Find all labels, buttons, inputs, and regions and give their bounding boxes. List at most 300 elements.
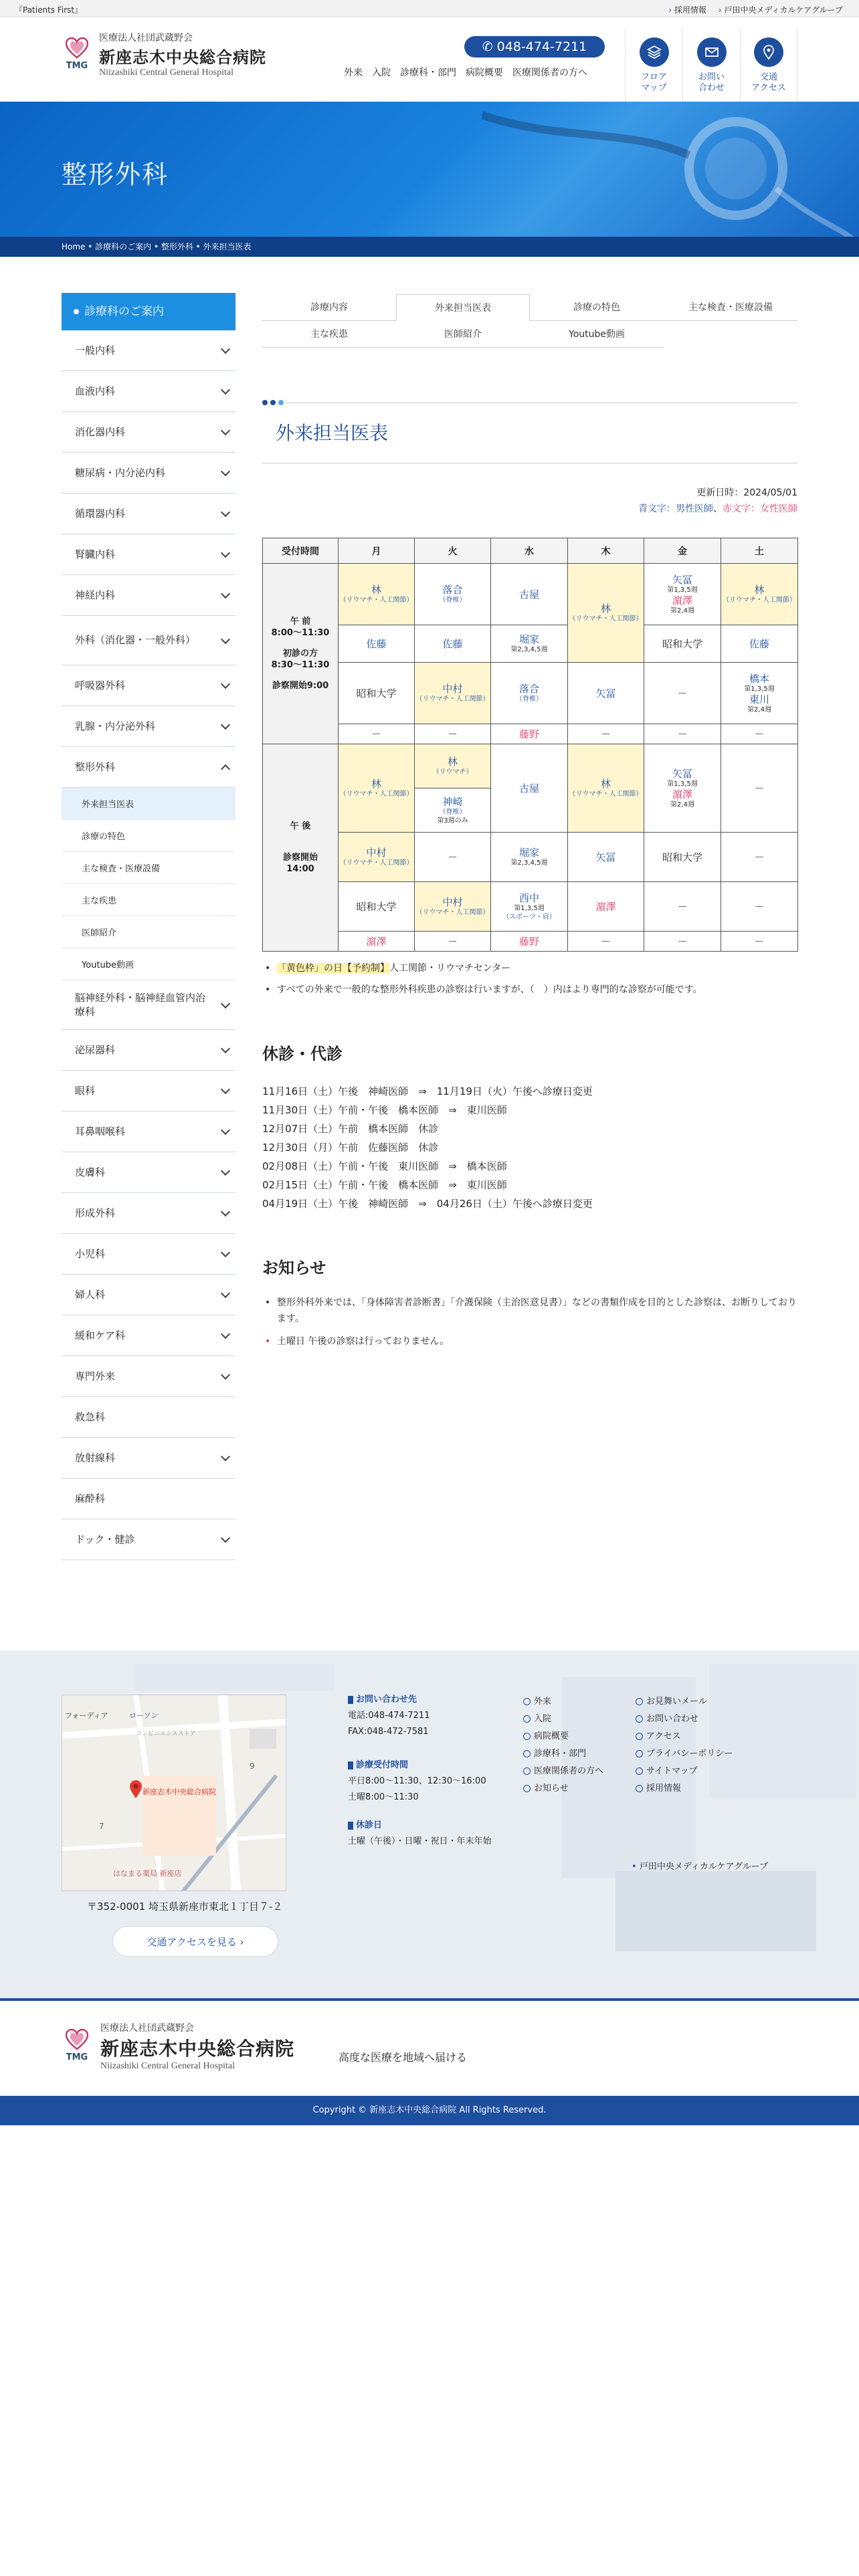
doctor-name: 矢冨	[595, 851, 616, 863]
chevron-down-icon	[221, 1207, 230, 1216]
sidebar-item-label: 一般内科	[75, 344, 116, 356]
schedule-cell	[644, 744, 721, 833]
logo-mark	[62, 2026, 92, 2067]
legend-female: 赤文字：女性医師	[723, 504, 797, 514]
reception-info	[348, 1757, 486, 1806]
sidebar-item[interactable]	[62, 706, 235, 747]
google-map[interactable]	[62, 1695, 286, 1891]
chevron-down-icon	[221, 1289, 230, 1298]
map-label: はなまる薬局 新座店	[113, 1869, 182, 1878]
doctor-name: 中村	[366, 847, 387, 859]
schedule-cell	[339, 663, 415, 724]
sidebar-item-orthopedics[interactable]	[62, 747, 235, 788]
specialty-note: （脊椎）	[439, 597, 466, 604]
sidebar-item-label: 整形外科	[75, 760, 116, 773]
footer-fax: FAX:048-472-7581	[348, 1727, 429, 1737]
schedule-cell	[339, 724, 415, 744]
access-label-2: アクセス	[751, 83, 786, 93]
footer-link[interactable]: お知らせ	[523, 1780, 603, 1798]
schedule-cell	[568, 932, 644, 952]
logo-corp-name: 医療法人社団武蔵野会	[99, 33, 193, 43]
table-row	[263, 625, 798, 663]
phone-button[interactable]	[464, 36, 605, 58]
table-header-row	[263, 538, 798, 564]
specialty-note: （リウマチ・人工関節）	[415, 909, 490, 916]
closure-item: 02月08日（土）午前・午後 東川医師 ⇒ 橋本医師	[262, 1160, 507, 1172]
footer-link[interactable]: お見舞いメール	[636, 1693, 733, 1711]
specialty-note: （リウマチ・人工関節）	[569, 615, 643, 623]
schedule-cell	[568, 663, 644, 724]
section-heading	[262, 400, 797, 464]
sidebar-item-label: 外科（消化器・一般外科）	[75, 634, 196, 646]
map-hospital-label: 新座志木中央総合病院	[142, 1788, 216, 1796]
map-label: コンビニエンスストア	[136, 1731, 196, 1737]
sidebar-item[interactable]	[62, 1275, 235, 1315]
closure-item: 11月16日（土）午後 神崎医師 ⇒ 11月19日（火）午後へ診療日変更	[262, 1085, 593, 1097]
chevron-down-icon	[221, 508, 230, 517]
tagline: 『Patients First』	[15, 5, 83, 15]
logo-mark	[62, 34, 92, 76]
sidebar-item[interactable]	[62, 412, 235, 453]
schedule-cell	[491, 564, 568, 625]
floor-map-label-2: マップ	[641, 83, 667, 93]
chevron-down-icon	[221, 679, 230, 689]
holiday-info	[348, 1818, 492, 1850]
map-label: ローソン	[129, 1711, 159, 1720]
logo-corp-name: 医療法人社団武蔵野会	[100, 2023, 194, 2034]
doctor-name: 西中	[518, 891, 539, 904]
doctor-name: 中村	[442, 683, 463, 695]
schedule-cell	[568, 882, 644, 932]
doctor-name: 東川	[749, 693, 769, 706]
sidebar-item[interactable]	[62, 1071, 235, 1111]
contact-info	[348, 1692, 430, 1740]
schedule-table	[262, 538, 798, 952]
no-doctor: －	[600, 728, 611, 740]
specialty-note: （リウマチ）	[432, 768, 473, 776]
footer-link[interactable]: 入院	[523, 1711, 603, 1728]
doctor-name: 佐藤	[366, 637, 387, 650]
chevron-down-icon	[221, 1370, 230, 1380]
floor-map-button[interactable]	[625, 28, 682, 102]
sidebar-item[interactable]	[62, 1519, 235, 1560]
footer-tel[interactable]: 電話:048-474-7211	[348, 1711, 430, 1721]
schedule-notes	[262, 960, 797, 998]
no-doctor: －	[447, 851, 458, 863]
specialty-note: （リウマチ・人工関節）	[339, 790, 413, 798]
tab-youtube[interactable]: Youtube動画	[569, 329, 625, 340]
recruit-link[interactable]: › 採用情報	[668, 4, 706, 15]
footer-link[interactable]: プライバシーポリシー	[636, 1745, 733, 1763]
logo-hospital-name: 新座志木中央総合病院	[100, 2038, 295, 2060]
footer-link[interactable]: アクセス	[636, 1728, 733, 1745]
content-tabs	[262, 294, 797, 348]
color-legend	[262, 502, 797, 515]
footer-link[interactable]: 病院概要	[523, 1728, 603, 1745]
reception-weekday: 平日8:00～11:30、12:30～16:00	[348, 1776, 486, 1786]
schedule-cell	[721, 744, 798, 833]
phone-number: 048-474-7211	[496, 39, 587, 54]
footer-brand	[0, 1998, 859, 2096]
sidebar-item[interactable]	[62, 494, 235, 534]
hospital-logo[interactable]	[62, 31, 266, 78]
svg-text:7: 7	[99, 1822, 104, 1831]
closure-item: 02月15日（土）午前・午後 橋本医師 ⇒ 東川医師	[262, 1179, 507, 1191]
chevron-down-icon	[221, 589, 230, 599]
table-row	[263, 833, 798, 882]
footer-link[interactable]: お問い合わせ	[636, 1711, 733, 1728]
top-bar	[0, 0, 859, 17]
doctor-name: 矢冨	[672, 767, 692, 780]
chevron-up-icon	[221, 764, 230, 774]
sidebar-item[interactable]	[62, 616, 235, 665]
contact-button[interactable]	[682, 28, 740, 102]
schedule-cell	[339, 564, 415, 625]
sidebar-item-label: 糖尿病・内分泌内科	[75, 466, 166, 479]
sidebar-item-label: 血液内科	[75, 385, 116, 397]
week-note: 第2,3,4,5週	[510, 646, 548, 653]
footer-links-col1	[523, 1693, 603, 1798]
footer-info	[0, 1650, 859, 1998]
closure-list	[262, 1082, 797, 1213]
chevron-down-icon	[221, 1452, 230, 1461]
doctor-name: 落合	[518, 683, 539, 695]
am-time-cell	[263, 564, 339, 744]
no-doctor: －	[677, 935, 688, 948]
sidebar-item-label: 耳鼻咽喉科	[75, 1125, 126, 1138]
doctor-name: 林	[600, 603, 611, 615]
note-item	[262, 960, 797, 976]
notice-list	[262, 1295, 797, 1350]
logo-tmg: TMG	[66, 60, 88, 71]
legend-male: 青文字：男性医師	[638, 504, 713, 514]
schedule-cell	[415, 724, 491, 744]
no-doctor: －	[754, 851, 765, 863]
sidebar-item[interactable]	[62, 1030, 235, 1071]
closure-item: 11月30日（土）午前・午後 橋本医師 ⇒ 東川医師	[262, 1104, 507, 1116]
sidebar-item-label: 消化器内科	[75, 425, 126, 438]
no-doctor: －	[754, 728, 765, 740]
sidebar	[62, 293, 235, 1560]
copyright: Copyright © 新座志木中央総合病院 All Rights Reserved.	[0, 2096, 859, 2125]
no-doctor: －	[447, 935, 458, 948]
doctor-name: 堀家	[518, 633, 539, 645]
arrow-right-icon: ›	[236, 1936, 244, 1948]
footer-link[interactable]: 医療関係者の方へ	[523, 1763, 603, 1780]
contact-label-1: お問い	[698, 72, 725, 82]
week-note: 第1,3,5週	[744, 685, 775, 693]
footer-group-link[interactable]	[632, 1859, 768, 1872]
specialty-note: （スポーツ・肩）	[502, 913, 556, 921]
sidebar-item-label: 腎臓内科	[75, 548, 116, 560]
chevron-down-icon	[221, 1044, 230, 1053]
logo-tmg: TMG	[66, 2052, 88, 2062]
floor-map-icon	[646, 44, 662, 60]
sidebar-subitem[interactable]: 主な疾患	[62, 884, 235, 916]
schedule-cell	[721, 724, 798, 744]
doctor-name: 神崎	[442, 795, 463, 808]
tab-diseases[interactable]: 主な疾患	[310, 329, 348, 340]
schedule-cell	[644, 564, 721, 625]
footer-tagline: 高度な医療を地域へ届ける	[339, 2051, 468, 2064]
map-pin-icon	[761, 44, 777, 60]
schedule-cell	[721, 625, 798, 663]
stethoscope-illustration	[482, 102, 856, 237]
holiday-title: 休診日	[348, 1818, 492, 1834]
table-row	[263, 932, 798, 952]
site-header	[0, 17, 859, 102]
no-doctor: －	[754, 900, 765, 913]
chevron-down-icon	[221, 634, 230, 643]
doctor-name: 藤野	[518, 728, 539, 740]
specialty-note: （脊椎）	[516, 695, 543, 703]
week-note: 第1,3,5週	[514, 904, 545, 912]
doctor-name: 堀家	[518, 847, 539, 859]
schedule-cell	[644, 663, 721, 724]
footer-link[interactable]: 診療科・部門	[523, 1745, 603, 1763]
tab-features[interactable]: 診療の特色	[573, 302, 620, 313]
sidebar-subitem[interactable]: Youtube動画	[62, 948, 235, 980]
pm-start-label: 診察開始	[282, 853, 318, 863]
specialty-note: （リウマチ・人工関節）	[339, 859, 413, 867]
schedule-cell	[339, 932, 415, 952]
notice-item: • 整形外科外来では、「身体障害者診断書」「介護保険（主治医意見書）」などの書類作成を目的とした診察は、お断りしております。	[262, 1295, 797, 1327]
closure-item: 04月19日（土）午後 神崎医師 ⇒ 04月26日（土）午後へ診療日変更	[262, 1198, 593, 1210]
am-hours: 8:00～11:30	[271, 628, 330, 638]
sidebar-item-label: 放射線科	[75, 1451, 116, 1464]
chevron-down-icon	[221, 467, 230, 476]
pm-label: 午 後	[290, 821, 311, 831]
no-doctor: －	[677, 728, 688, 740]
col-header: 受付時間	[263, 538, 339, 564]
pm-time-cell	[263, 744, 339, 952]
chevron-down-icon	[221, 1533, 230, 1543]
week-note: 第2,4週	[670, 607, 694, 615]
table-row	[263, 882, 798, 932]
doctor-name: 濵澤	[672, 788, 692, 800]
tab-doctors[interactable]: 医師紹介	[444, 329, 482, 340]
sidebar-item-label: 循環器内科	[75, 507, 126, 520]
sidebar-item-label: 呼吸器外科	[75, 679, 126, 691]
nav-inpatient[interactable]: 入院	[372, 68, 391, 78]
group-link-label: 戸田中央メディカルケアグループ	[639, 1862, 769, 1872]
note-item: • すべての外来で一般的な整形外科疾患の診察は行いますが、（ ）内はより専門的な診察が可能です。	[262, 982, 797, 998]
sidebar-item[interactable]	[62, 330, 235, 371]
tab-equipment[interactable]: 主な検査・医療設備	[688, 302, 773, 313]
bullet-icon: •	[632, 1862, 640, 1872]
global-nav	[344, 66, 587, 79]
pm-start: 14:00	[286, 864, 314, 874]
contact-title: お問い合わせ先	[348, 1692, 430, 1708]
doctor-name: 昭和大学	[356, 900, 397, 913]
chevron-down-icon	[221, 1329, 230, 1339]
schedule-cell	[415, 744, 491, 833]
chevron-down-icon	[221, 385, 230, 395]
sidebar-item-label: 眼科	[75, 1084, 96, 1097]
sidebar-item[interactable]	[62, 980, 235, 1030]
no-doctor: －	[677, 900, 688, 913]
footer-link[interactable]: サイトマップ	[636, 1763, 733, 1780]
specialty-note: （リウマチ・人工関節）	[339, 597, 413, 604]
col-header: 土	[721, 538, 798, 564]
am-label: 午 前	[290, 617, 311, 627]
first-visit-label: 初診の方	[282, 649, 318, 659]
schedule-cell	[721, 663, 798, 724]
footer-link[interactable]: 採用情報	[636, 1780, 733, 1798]
tab-overview[interactable]: 診療内容	[310, 302, 348, 313]
doctor-name: 昭和大学	[662, 637, 702, 650]
schedule-cell	[721, 833, 798, 882]
sidebar-item[interactable]	[62, 371, 235, 412]
sidebar-item[interactable]	[62, 1356, 235, 1397]
sidebar-item-label: ドック・健診	[75, 1533, 135, 1545]
sidebar-item[interactable]	[62, 1479, 235, 1519]
schedule-cell	[339, 625, 415, 663]
schedule-cell	[491, 625, 568, 663]
notice-item: • 土曜日 午後の診察は行っておりません。	[262, 1333, 797, 1350]
map-pin-icon	[129, 1780, 142, 1798]
sidebar-item[interactable]	[62, 665, 235, 706]
note-text: 人工関節・リウマチセンター	[389, 963, 511, 974]
nav-departments[interactable]: 診療科・部門	[400, 68, 456, 78]
sidebar-item[interactable]	[62, 453, 235, 494]
sidebar-item-label: 緩和ケア科	[75, 1329, 126, 1341]
week-note: 第2,3,4,5週	[510, 859, 548, 867]
schedule-cell	[568, 744, 644, 833]
nav-professionals[interactable]: 医療関係者の方へ	[512, 68, 587, 78]
chevron-down-icon	[221, 1248, 230, 1257]
schedule-cell	[721, 564, 798, 625]
sidebar-item-label: 小児科	[75, 1247, 106, 1260]
mail-icon	[704, 44, 720, 60]
doctor-name: 濵澤	[595, 900, 616, 913]
access-label-1: 交通	[759, 72, 777, 82]
access-button[interactable]	[740, 28, 797, 102]
footer-logo[interactable]	[62, 2021, 294, 2072]
chevron-down-icon	[221, 998, 230, 1008]
doctor-name: 林	[754, 584, 765, 596]
sidebar-item[interactable]	[62, 1111, 235, 1152]
doctor-name: 古屋	[518, 588, 539, 601]
footer-links-col2	[636, 1693, 733, 1798]
sidebar-subitem[interactable]: 医師紹介	[62, 916, 235, 948]
sidebar-item-label: 神経内科	[75, 588, 116, 601]
legend-separator: 、	[713, 504, 723, 514]
doctor-name: 濵澤	[366, 935, 387, 948]
group-link[interactable]: › 戸田中央メディカルケアグループ	[719, 4, 843, 15]
table-row	[263, 724, 798, 744]
address: 〒352-0001 埼玉県新座市東北１丁目７-２	[87, 1901, 283, 1913]
sidebar-item-label: 形成外科	[75, 1206, 116, 1219]
col-header: 火	[415, 538, 491, 564]
sidebar-item[interactable]	[62, 1234, 235, 1275]
sidebar-item-label: 麻酔科	[75, 1492, 106, 1505]
chevron-down-icon	[221, 1166, 230, 1176]
sidebar-item[interactable]	[62, 575, 235, 616]
sidebar-item[interactable]	[62, 1397, 235, 1438]
doctor-name: 林	[371, 778, 381, 790]
tab-schedule[interactable]: 外来担当医表	[396, 294, 530, 321]
no-doctor: －	[371, 728, 381, 740]
sidebar-subitem[interactable]: 主な検査・医療設備	[62, 852, 235, 884]
breadcrumb[interactable]: Home • 診療科のご案内 • 整形外科 • 外来担当医表	[0, 237, 859, 257]
map-label: フォーディア	[65, 1711, 108, 1720]
doctor-name: 矢冨	[595, 687, 616, 700]
schedule-cell	[415, 932, 491, 952]
schedule-cell	[491, 932, 568, 952]
logo-english-name: Niizashiki Central General Hospital	[100, 2061, 235, 2071]
specialty-note: （リウマチ・人工関節）	[723, 597, 796, 604]
closure-item: 12月30日（月）午前 佐藤医師 休診	[262, 1142, 439, 1154]
heading-dots	[262, 400, 284, 405]
access-link-button[interactable]	[112, 1926, 278, 1957]
sidebar-item[interactable]	[62, 1315, 235, 1356]
doctor-name: 橋本	[749, 672, 769, 685]
no-doctor: －	[600, 935, 611, 948]
sidebar-item[interactable]	[62, 1152, 235, 1193]
doctor-name: 落合	[442, 584, 463, 596]
sidebar-item-label: 乳腺・内分泌外科	[75, 720, 156, 732]
doctor-name: 佐藤	[749, 637, 769, 650]
sidebar-item[interactable]	[62, 1193, 235, 1234]
doctor-name: 中村	[442, 896, 463, 908]
sidebar-subitem[interactable]: 診療の特色	[62, 820, 235, 852]
no-doctor: －	[754, 935, 765, 948]
table-row	[263, 663, 798, 724]
schedule-cell	[721, 882, 798, 932]
week-note: 第1,3,5週	[667, 780, 698, 788]
schedule-cell	[339, 882, 415, 932]
section-title: 外来担当医表	[276, 422, 389, 444]
sidebar-item[interactable]	[62, 534, 235, 575]
schedule-cell	[415, 663, 491, 724]
schedule-cell	[415, 564, 491, 625]
no-doctor: －	[754, 782, 765, 794]
sidebar-heading[interactable]: 診療科のご案内	[62, 293, 235, 330]
col-header: 金	[644, 538, 721, 564]
sidebar-item-label: 泌尿器科	[75, 1043, 116, 1056]
chevron-down-icon	[221, 426, 230, 435]
holiday-text: 土曜（午後）・日曜・祝日・年末年始	[348, 1836, 492, 1846]
chevron-down-icon	[221, 720, 230, 730]
sidebar-item[interactable]	[62, 1438, 235, 1479]
doctor-name: 昭和大学	[662, 851, 702, 863]
sidebar-subitem-active[interactable]: 外来担当医表	[62, 788, 235, 820]
schedule-cell	[568, 724, 644, 744]
nav-outpatient[interactable]: 外来	[344, 68, 363, 78]
heart-logo-icon	[66, 2028, 88, 2051]
schedule-cell	[339, 744, 415, 833]
heart-logo-icon	[66, 37, 88, 60]
footer-link[interactable]: 外来	[523, 1693, 603, 1711]
col-header: 木	[568, 538, 644, 564]
table-row	[263, 564, 798, 625]
floor-map-label-1: フロア	[640, 72, 667, 82]
nav-about[interactable]: 病院概要	[466, 68, 503, 78]
schedule-cell	[415, 625, 491, 663]
reception-saturday: 土曜8:00～11:30	[348, 1792, 419, 1802]
specialty-note: （リウマチ・人工関節）	[569, 790, 643, 798]
svg-text:9: 9	[250, 1761, 255, 1771]
schedule-cell	[491, 663, 568, 724]
chevron-down-icon	[221, 344, 230, 354]
sidebar-item-label: 専門外来	[75, 1370, 116, 1382]
schedule-cell	[415, 833, 491, 882]
closure-heading: 休診・代診	[262, 1045, 343, 1063]
schedule-cell	[491, 833, 568, 882]
page-hero	[0, 102, 859, 237]
col-header: 水	[491, 538, 568, 564]
